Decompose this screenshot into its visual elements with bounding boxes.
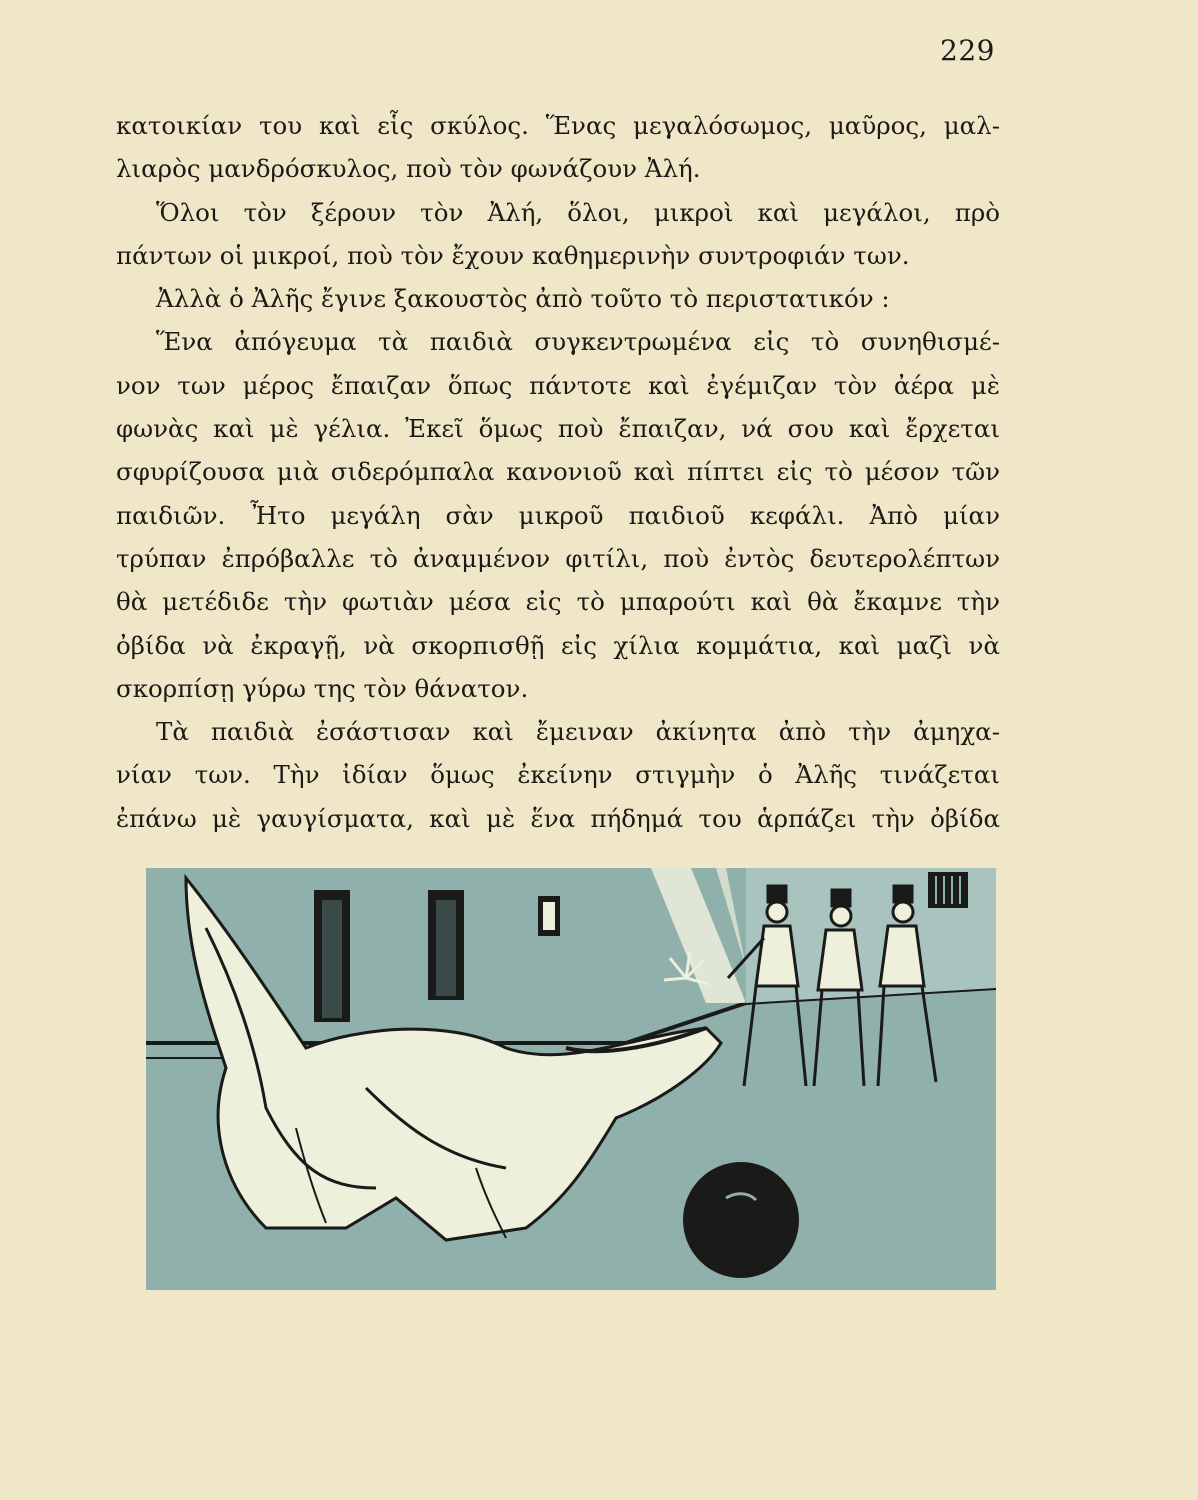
illustration — [146, 868, 996, 1290]
text-line: νον των μέρος ἔπαιζαν ὅπως πάντοτε καὶ ἐγέμιζαν τὸν ἀέρα μὲ — [116, 370, 1000, 400]
text-line: Τὰ παιδιὰ ἐσάστισαν καὶ ἔμειναν ἀκίνητα ἀπὸ τὴν ἀμηχα- — [156, 717, 1000, 747]
text-line: ἐπάνω μὲ γαυγίσματα, καὶ μὲ ἕνα πήδημά του ἁρπάζει τὴν ὀβίδα — [116, 803, 1000, 833]
text-line: θὰ μετέδιδε τὴν φωτιὰν μέσα εἰς τὸ μπαρούτι καὶ θὰ ἔκαμνε τὴν — [116, 587, 1000, 617]
text-line: τρύπαν ἐπρόβαλλε τὸ ἀναμμένον φιτίλι, ποὺ ἐντὸς δευτερολέπτων — [116, 543, 1000, 573]
text-line: Ἀλλὰ ὁ Ἀλῆς ἔγινε ξακουστὸς ἀπὸ τοῦτο τὸ περιστατικόν : — [156, 284, 890, 314]
door-left — [314, 890, 350, 1022]
text-line: λιαρὸς μανδρόσκυλος, ποὺ τὸν φωνάζουν Ἀλή. — [116, 154, 701, 184]
window-small — [538, 896, 560, 936]
text-line: παιδιῶν. Ἦτο μεγάλη σὰν μικροῦ παιδιοῦ κεφάλι. Ἀπὸ μίαν — [116, 500, 1000, 530]
text-line: νίαν των. Τὴν ἰδίαν ὅμως ἐκείνην στιγμὴν ὁ Ἀλῆς τινάζεται — [116, 760, 1000, 790]
text-line: κατοικίαν του καὶ εἷς σκύλος. Ἕνας μεγαλόσωμος, μαῦρος, μαλ- — [116, 111, 1000, 140]
cannonball-icon — [683, 1162, 799, 1278]
dog-and-cannonball-illustration — [146, 868, 996, 1290]
text-block — [116, 104, 1000, 840]
text-line: ὀβίδα νὰ ἐκραγῇ, νὰ σκορπισθῇ εἰς χίλια κομμάτια, καὶ μαζὶ νὰ — [116, 630, 1000, 660]
page-number: 229 — [940, 34, 995, 67]
text-line: φωνὰς καὶ μὲ γέλια. Ἐκεῖ ὅμως ποὺ ἔπαιζαν, νά σου καὶ ἔρχεται — [116, 414, 1000, 444]
text-line: Ἕνα ἀπόγευμα τὰ παιδιὰ συγκεντρωμένα εἰς τὸ συνηθισμέ- — [156, 327, 1000, 357]
text-line: Ὅλοι τὸν ξέρουν τὸν Ἀλή, ὅλοι, μικροὶ καὶ μεγάλοι, πρὸ — [156, 197, 1000, 227]
door-middle — [428, 890, 464, 1000]
window-right — [928, 872, 968, 908]
text-line: σκορπίσῃ γύρω της τὸν θάνατον. — [116, 673, 529, 703]
text-line: πάντων οἱ μικροί, ποὺ τὸν ἔχουν καθημερινὴν συντροφιάν των. — [116, 240, 910, 270]
text-line: σφυρίζουσα μιὰ σιδερόμπαλα κανονιοῦ καὶ πίπτει εἰς τὸ μέσον τῶν — [116, 457, 1000, 487]
